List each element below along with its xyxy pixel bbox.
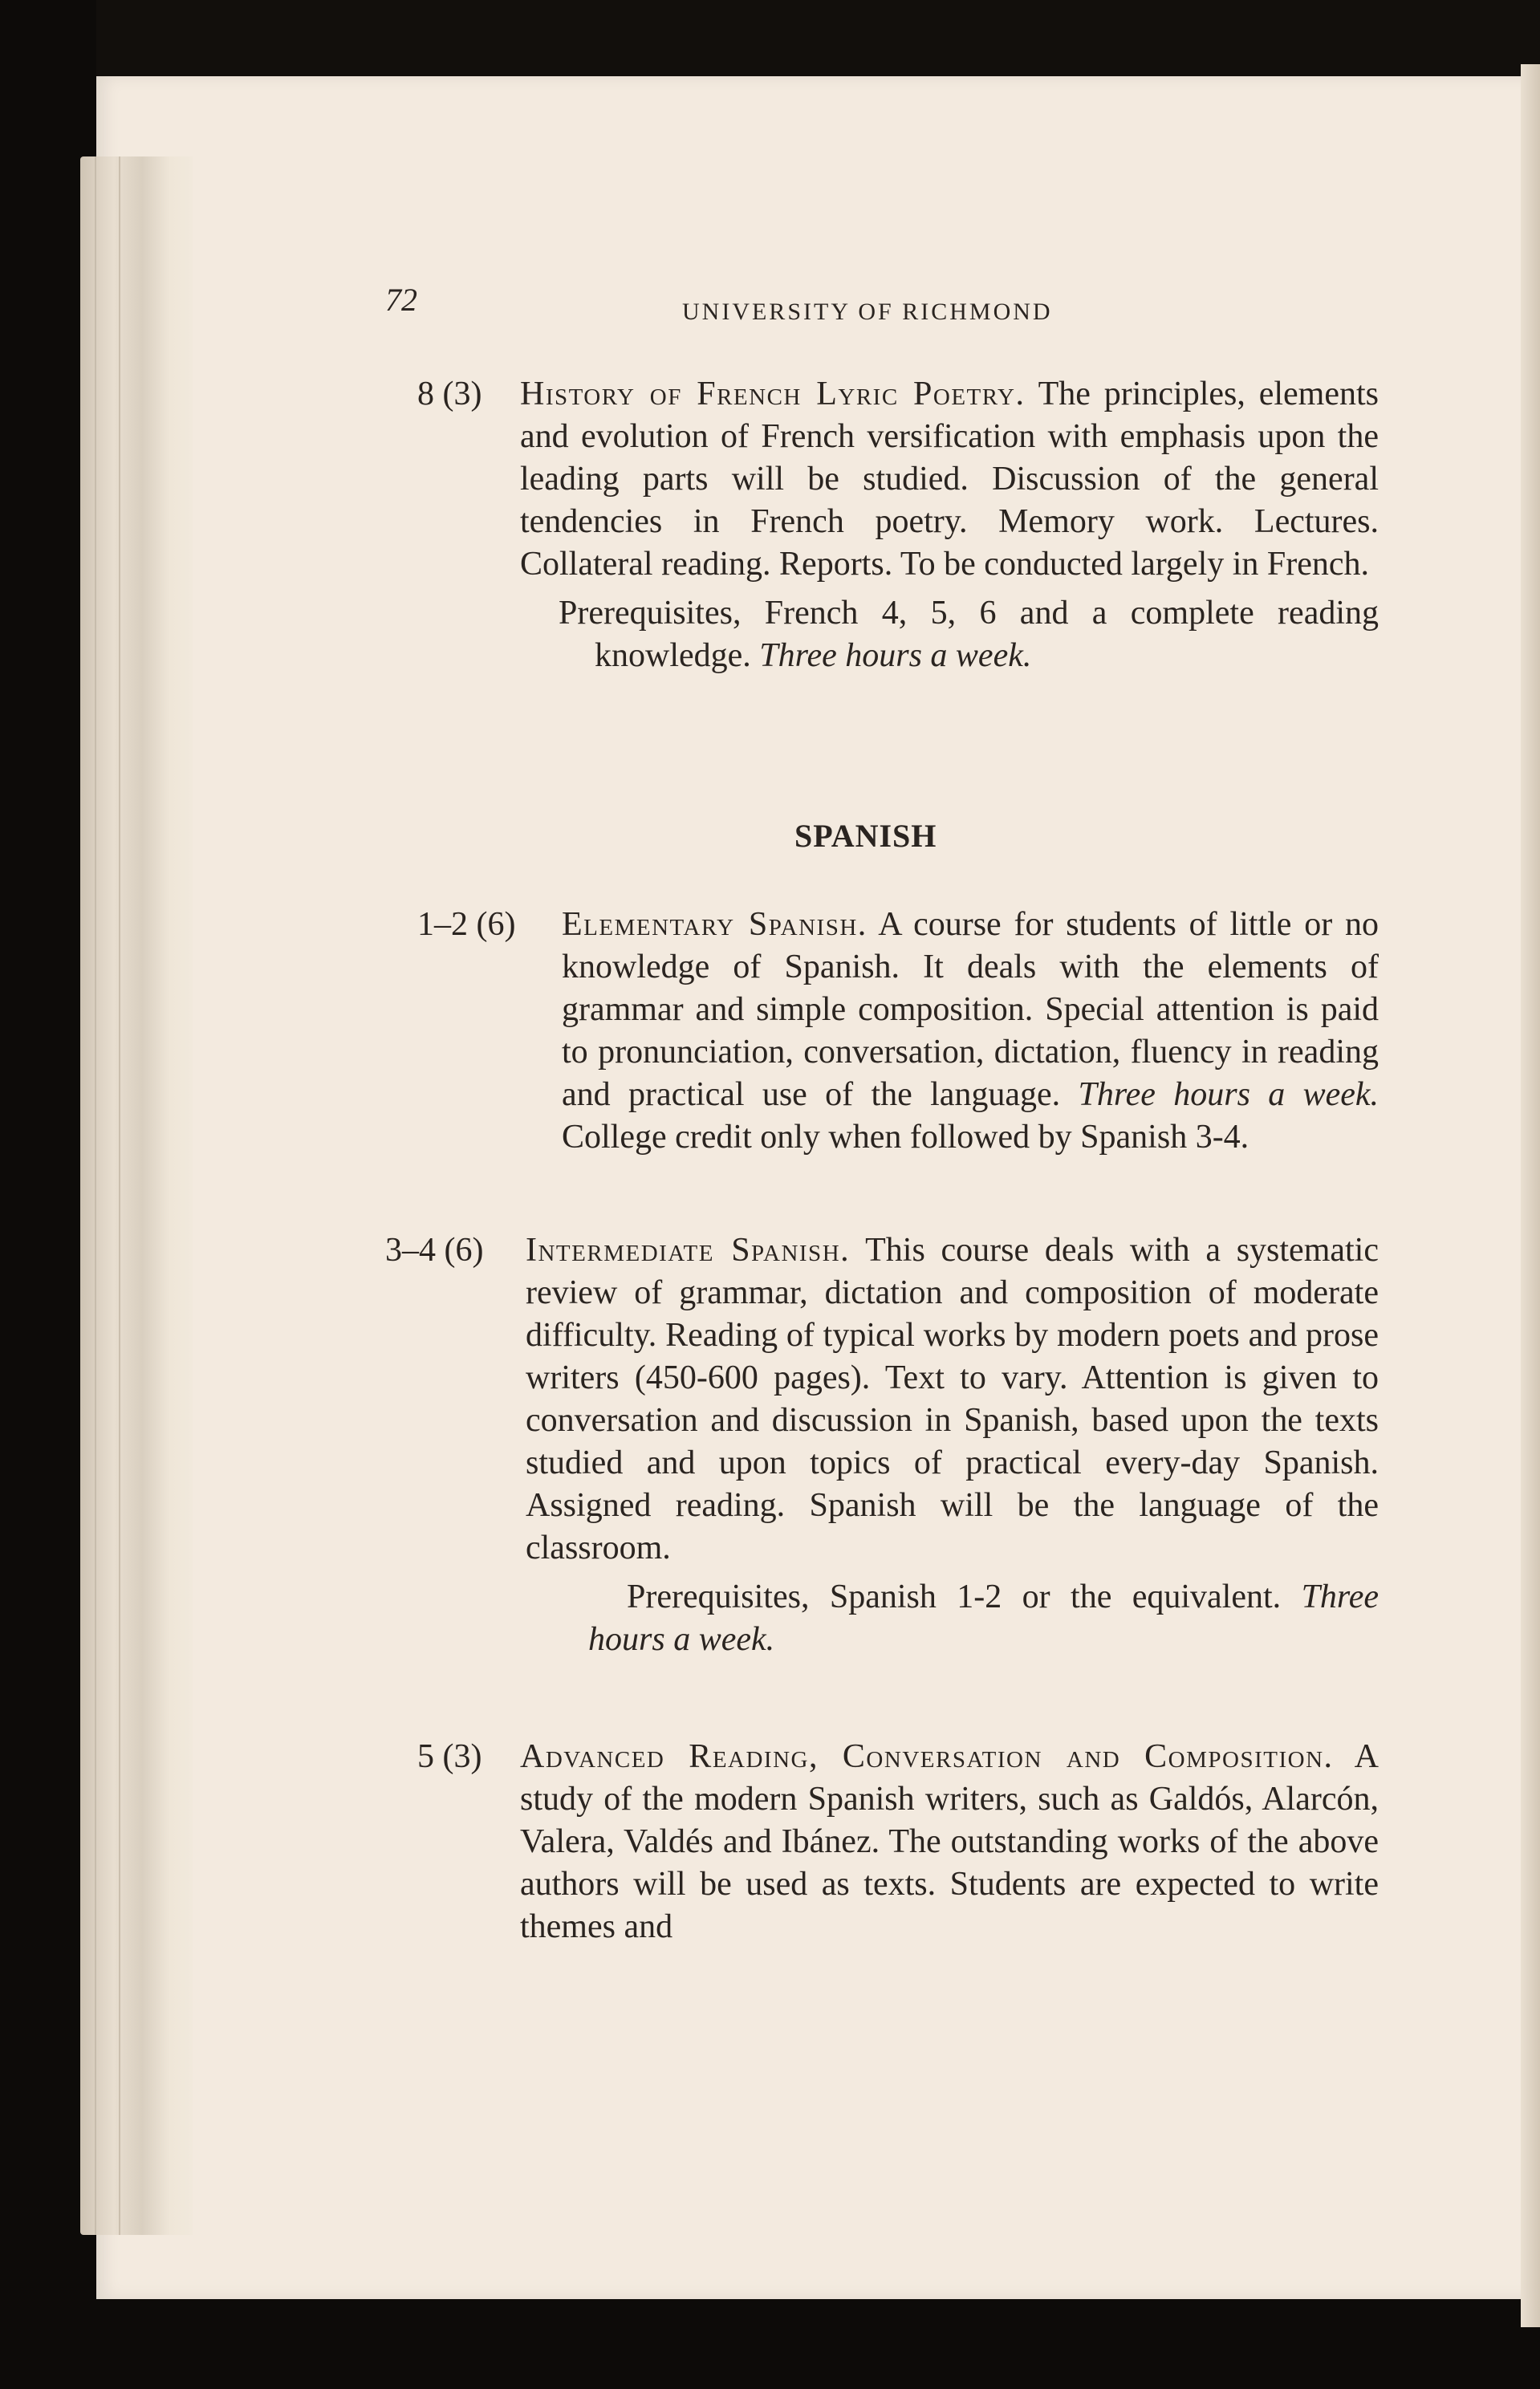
- course-hours: Three hours a week.: [759, 637, 1032, 674]
- course-hours: Three hours a week.: [588, 1578, 1379, 1658]
- course-description: [520, 373, 1379, 677]
- course-prerequisites: Prerequisites, French 4, 5, 6 and a complete reading knowledge.: [559, 595, 1379, 674]
- course-credit-note: College credit only when followed by Spanish 3-4.: [562, 1119, 1249, 1156]
- course-text: The principles, elements and evolution of French versification with emphasis upon the leading parts will be studied. Discussion of the general tendencies in French poetry. Memory work. Lectures. Collateral reading. Reports. To be conducted largely in French.: [520, 376, 1379, 583]
- course-title: Elementary Spanish.: [562, 906, 868, 943]
- course-text: A study of the modern Spanish writers, such as Galdós, Alarcón, Valera, Valdés and Ibánez. The outstanding works of the above authors will be used as texts. Students are expected to write themes and: [520, 1738, 1379, 1945]
- course-number: 5 (3): [417, 1738, 482, 1775]
- course-hours: Three hours a week.: [1078, 1076, 1379, 1113]
- course-prerequisites: Prerequisites, Spanish 1-2 or the equivalent.: [627, 1578, 1282, 1615]
- course-number: 3–4 (6): [385, 1232, 484, 1269]
- page-number: 72: [385, 282, 417, 318]
- course-number: 8 (3): [417, 376, 482, 412]
- course-text: A course for students of little or no knowledge of Spanish. It deals with the elements of grammar and simple composition. Special attention is paid to pronunciation, conversation, dictation, fluency in reading and practical use of the language.: [562, 906, 1379, 1113]
- course-title: Intermediate Spanish.: [526, 1232, 851, 1269]
- course-text: This course deals with a systematic review of grammar, dictation and composition of moderate difficulty. Reading of typical works by modern poets and prose writers (450-600 pages). Text to vary. Attention is given to conversation and discussion in Spanish, based upon the texts studied and upon topics of practical every-day Spanish. Assigned reading. Spanish will be the language of the classroom.: [526, 1232, 1379, 1566]
- section-title-spanish: SPANISH: [794, 818, 937, 854]
- course-description: [562, 904, 1379, 1159]
- running-head: UNIVERSITY OF RICHMOND: [682, 299, 1053, 325]
- course-description: [520, 1736, 1379, 1948]
- course-description: [526, 1229, 1379, 1661]
- course-title: History of French Lyric Poetry.: [520, 376, 1026, 412]
- course-title: Advanced Reading, Conversation and Composition.: [520, 1738, 1334, 1775]
- course-number: 1–2 (6): [417, 906, 516, 943]
